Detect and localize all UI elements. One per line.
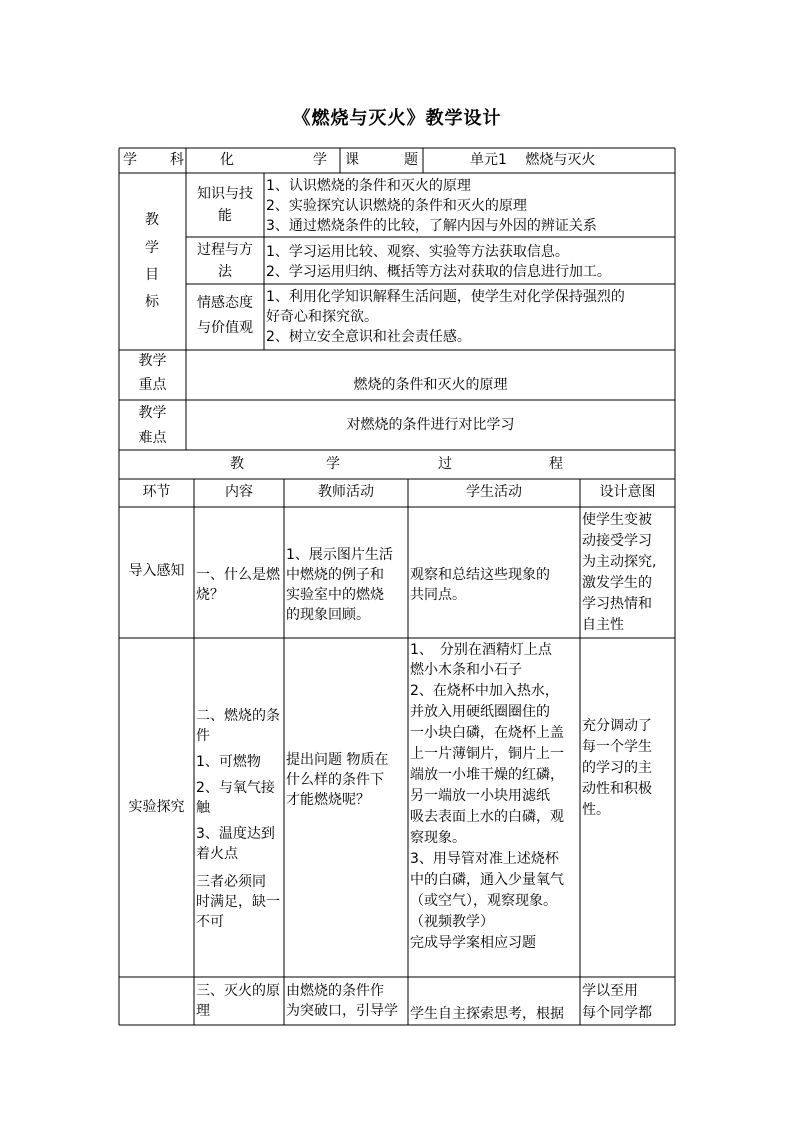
topic-value: 单元1 燃烧与灭火: [470, 152, 596, 168]
row-student-line: （或空气），观察现象。: [410, 893, 557, 909]
goals-label-char: 教: [145, 212, 159, 228]
row-content-line: 1、可燃物: [196, 754, 261, 770]
emotion-item: 1、利用化学知识解释生活问题，使学生对化学保持强烈的: [266, 289, 625, 305]
column-header-stage: 环节: [142, 484, 171, 500]
emotion-item: 好奇心和探究欲。: [266, 309, 378, 325]
row-intent-line: 动性和积极: [582, 781, 652, 797]
goals-label-char: 学: [145, 240, 159, 256]
row-intent-line: 每一个学生: [582, 739, 652, 755]
difficulty-label: 难点: [138, 430, 167, 446]
knowledge-item: 1、认识燃烧的条件和灭火的原理: [266, 178, 471, 194]
row-teacher-line: 中燃烧的例子和: [286, 567, 384, 583]
column-header-content: 内容: [225, 484, 253, 500]
row-intent-line: 充分调动了: [582, 718, 652, 734]
topic-label-char: 题: [404, 152, 418, 168]
column-header-intent: 设计意图: [599, 484, 656, 500]
row-intent-line: 的学习的主: [582, 760, 652, 776]
row-content-line: 时满足，缺一: [196, 894, 280, 910]
knowledge-item: 2、实验探究认识燃烧的条件和灭火的原理: [266, 198, 527, 214]
row-student-line: 观察和总结这些现象的: [410, 567, 550, 583]
difficulty-value: 对燃烧的条件进行对比学习: [346, 417, 515, 433]
knowledge-label: 能: [218, 208, 232, 224]
key-points-label: 教学: [138, 353, 167, 369]
row-student-line: 共同点。: [410, 587, 466, 603]
row-student-line: 端放一小堆干燥的红磷，: [410, 767, 564, 783]
goals-label-char: 目: [145, 267, 159, 283]
key-points-label: 重点: [138, 377, 167, 393]
subject-label-char: 科: [170, 152, 184, 168]
row-content-line: 3、温度达到: [196, 826, 275, 842]
row-intent-line: 自主性: [582, 617, 624, 633]
process-heading-char: 教: [230, 456, 244, 472]
row-teacher-line: 由燃烧的条件作: [286, 983, 384, 999]
row-student-line: 一小块白磷，在烧杯上盖: [410, 725, 564, 741]
emotion-label: 与价值观: [197, 320, 253, 336]
row-content-line: 不可: [196, 914, 224, 930]
difficulty-label: 教学: [138, 405, 167, 421]
process-method-label: 法: [218, 264, 232, 280]
row-intent-line: 激发学生的: [582, 575, 652, 591]
row-teacher-line: 为突破口，引导学: [286, 1003, 398, 1019]
row-student-line: 完成导学案相应习题: [410, 935, 536, 951]
row-student-line: 中的白磷，通入少量氧气: [410, 872, 564, 888]
row-student-line: 3、用导管对准上述烧杯: [410, 851, 559, 867]
row-intent-line: 每个同学都: [582, 1005, 652, 1021]
emotion-item: 2、树立安全意识和社会责任感。: [266, 329, 471, 345]
row-student-line: 另一端放一小块用滤纸: [410, 788, 550, 804]
row-student-line: （视频教学）: [410, 914, 494, 930]
column-header-teacher: 教师活动: [318, 484, 374, 500]
goals-label-char: 标: [145, 294, 159, 310]
row-teacher-line: 什么样的条件下: [286, 772, 384, 788]
row-intent-line: 使学生变被: [582, 512, 652, 528]
row-content-line: 件: [196, 728, 210, 744]
row-intent-line: 学习热情和: [582, 596, 652, 612]
row-teacher-line: 才能燃烧呢？: [286, 792, 370, 808]
emotion-label: 情感态度: [197, 295, 253, 311]
row-content-line: 三、灭火的原: [196, 983, 280, 999]
knowledge-item: 3、通过燃烧条件的比较，了解内因与外因的辨证关系: [266, 218, 597, 234]
row-intent-line: 学以至用: [582, 983, 638, 999]
row-teacher-line: 提出问题 物质在: [286, 752, 389, 768]
subject-value-char: 学: [313, 152, 327, 168]
subject-value-char: 化: [220, 152, 234, 168]
column-header-student: 学生活动: [466, 484, 522, 500]
topic-label-char: 课: [345, 152, 359, 168]
row-content-line: 2、与氧气接: [196, 780, 275, 796]
row-content-line: 一、什么是燃: [196, 567, 280, 583]
row-content-line: 理: [196, 1003, 210, 1019]
row-content-line: 烧？: [196, 587, 224, 603]
key-points-value: 燃烧的条件和灭火的原理: [353, 377, 508, 393]
row-content-line: 着火点: [196, 846, 238, 862]
row-student-line: 燃小木条和小石子: [410, 662, 522, 678]
subject-label-char: 学: [123, 152, 137, 168]
row-intent-line: 性。: [582, 802, 610, 818]
row-student-line: 察现象。: [410, 830, 466, 846]
row-student-line: 吸去表面上水的白磷，观: [410, 809, 564, 825]
row-student-line: 2、在烧杯中加入热水，: [410, 683, 559, 699]
row-stage: 实验探究: [128, 799, 185, 815]
process-method-item: 2、学习运用归纳、概括等方法对获取的信息进行加工。: [266, 264, 611, 280]
process-method-item: 1、学习运用比较、观察、实验等方法获取信息。: [266, 244, 569, 260]
row-student-line: 并放入用硬纸圈圈住的: [410, 704, 550, 720]
row-content-line: 触: [196, 800, 210, 816]
row-student-line: 上一片薄铜片，铜片上一: [410, 746, 564, 762]
row-teacher-line: 的现象回顾。: [286, 607, 370, 623]
process-heading-char: 程: [549, 456, 563, 472]
row-student-line: 1、 分别在酒精灯上点: [410, 642, 552, 658]
row-stage: 导入感知: [128, 563, 185, 579]
row-teacher-line: 实验室中的燃烧: [286, 587, 384, 603]
knowledge-label: 知识与技: [197, 186, 253, 202]
row-intent-line: 为主动探究,: [582, 554, 657, 570]
row-intent-line: 动接受学习: [582, 533, 652, 549]
process-heading-char: 学: [326, 456, 340, 472]
document-title: 《燃烧与灭火》教学设计: [292, 108, 502, 129]
process-method-label: 过程与方: [197, 242, 253, 258]
row-student-line: 学生自主探索思考，根据: [410, 1006, 564, 1022]
row-content-line: 三者必须同: [196, 874, 266, 890]
process-heading-char: 过: [438, 456, 452, 472]
row-teacher-line: 1、展示图片生活: [286, 547, 393, 563]
row-content-line: 二、燃烧的条: [196, 708, 280, 724]
